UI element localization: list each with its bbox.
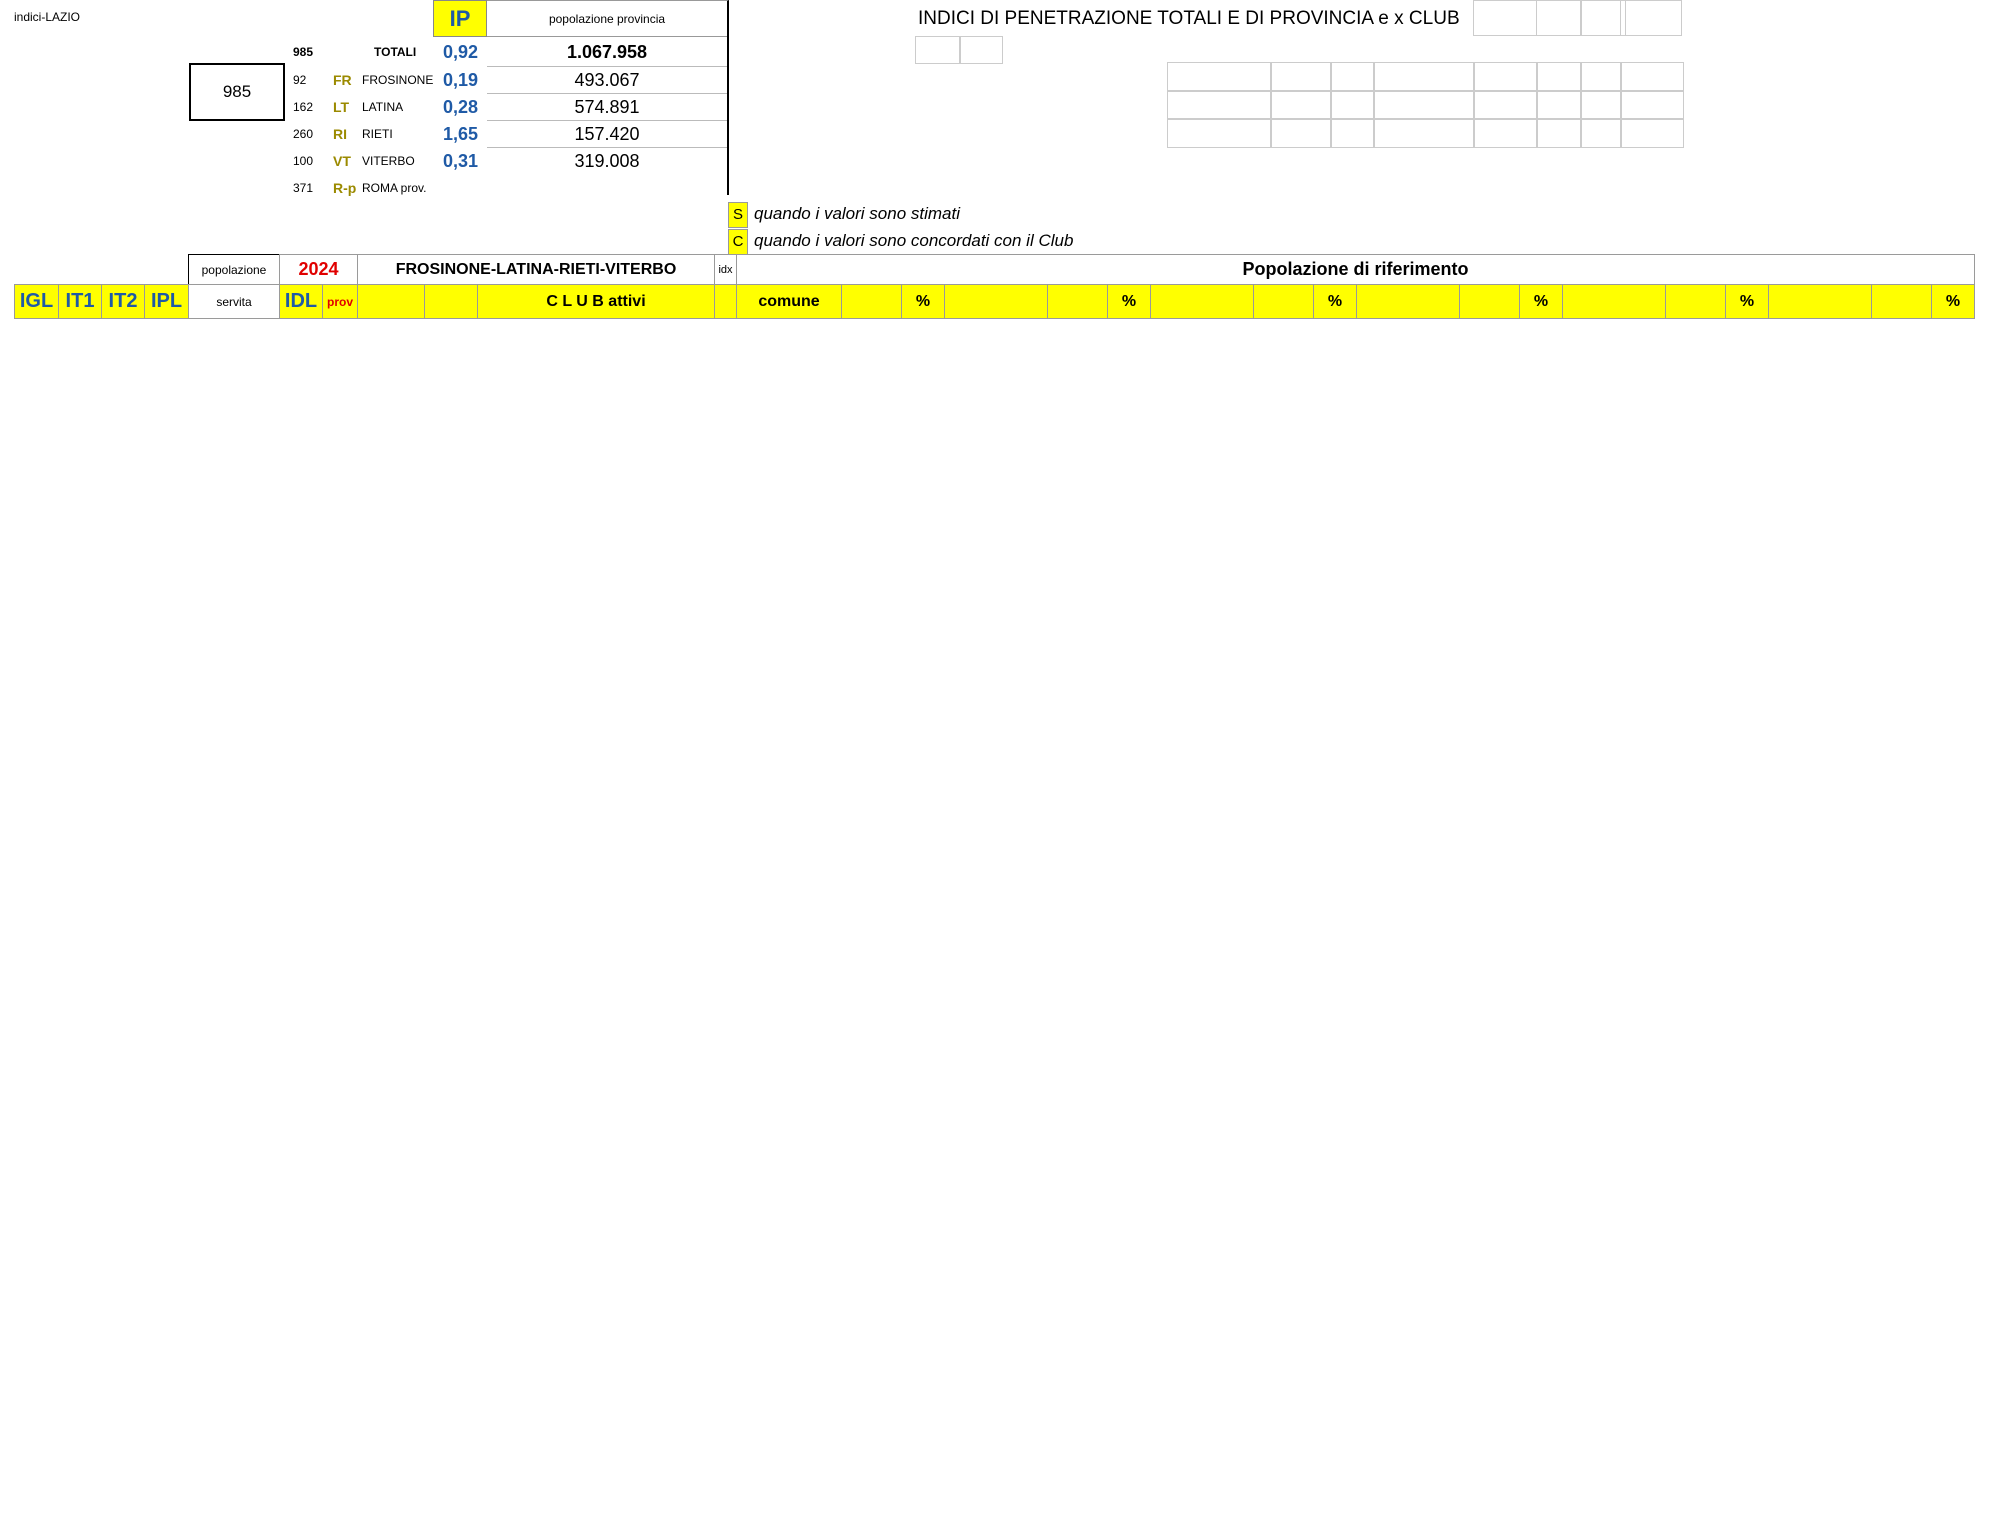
pop-cell-line bbox=[487, 66, 727, 94]
province-population: 1.067.958 bbox=[566, 42, 648, 62]
province-row bbox=[0, 38, 730, 66]
province-name: RIETI bbox=[362, 127, 393, 141]
empty-cell bbox=[1167, 118, 1272, 148]
province-ip: 1,65 bbox=[443, 124, 479, 144]
province-summary bbox=[0, 0, 2000, 200]
empty-cell bbox=[1536, 90, 1582, 120]
empty-cell bbox=[1330, 118, 1375, 148]
empty-cell bbox=[1620, 90, 1684, 120]
legend-text-s: quando i valori sono stimati bbox=[754, 204, 961, 223]
empty-cell bbox=[1620, 62, 1684, 92]
province-code: R-p bbox=[333, 180, 357, 196]
pop-served-header-bottom: servita bbox=[189, 285, 280, 319]
empty-cell bbox=[1167, 62, 1272, 92]
province-ip: 0,31 bbox=[443, 151, 479, 171]
pop-served-header-top: popolazione bbox=[189, 255, 280, 285]
pop-cell-line bbox=[487, 147, 727, 175]
province-name: FROSINONE bbox=[362, 73, 434, 87]
empty-cell bbox=[1373, 118, 1475, 148]
clubs-header: C L U B attivi bbox=[478, 285, 715, 319]
province-count: 985 bbox=[293, 45, 314, 59]
province-ip: 0,19 bbox=[443, 70, 479, 90]
empty-cell bbox=[1270, 90, 1332, 120]
empty-cell bbox=[1620, 0, 1682, 36]
province-row bbox=[0, 120, 730, 148]
empty-cell bbox=[1270, 118, 1332, 148]
empty-cell bbox=[1473, 62, 1538, 92]
province-row bbox=[0, 66, 730, 94]
idl-header: IDL bbox=[280, 285, 323, 319]
it1-header: IT1 bbox=[59, 285, 102, 319]
empty-cell bbox=[1580, 118, 1622, 148]
province-code: FR bbox=[333, 72, 352, 88]
prov-header: prov bbox=[323, 285, 358, 319]
province-ip: 0,92 bbox=[443, 42, 479, 62]
empty-cell bbox=[1473, 0, 1537, 36]
province-count: 100 bbox=[293, 154, 314, 168]
province-code: RI bbox=[333, 126, 347, 142]
it2-header: IT2 bbox=[102, 285, 145, 319]
ip-header: IP bbox=[433, 0, 487, 37]
pop-header: popolazione provincia bbox=[487, 0, 729, 37]
club-table bbox=[14, 254, 1975, 319]
empty-cell bbox=[1473, 118, 1538, 148]
empty-cell bbox=[1536, 0, 1582, 36]
ref-pop-header: Popolazione di riferimento bbox=[737, 255, 1975, 285]
empty-cell bbox=[1270, 62, 1332, 92]
province-name: VITERBO bbox=[362, 154, 415, 168]
pop-cell-line bbox=[487, 120, 727, 148]
province-count: 92 bbox=[293, 73, 307, 87]
empty-cell bbox=[1580, 62, 1622, 92]
pct-header: % bbox=[1314, 285, 1357, 319]
pct-header: % bbox=[1932, 285, 1975, 319]
legend-key-s: S bbox=[728, 202, 748, 228]
legend-text-c: quando i valori sono concordati con il Club bbox=[754, 231, 1074, 250]
pct-header: % bbox=[1520, 285, 1563, 319]
ipl-header: IPL bbox=[145, 285, 189, 319]
province-ip: 0,28 bbox=[443, 97, 479, 117]
empty-cell bbox=[959, 36, 1003, 64]
sheet-title: indici-LAZIO bbox=[14, 10, 81, 24]
igl-header: IGL bbox=[15, 285, 59, 319]
province-row bbox=[0, 174, 730, 202]
province-count: 260 bbox=[293, 127, 314, 141]
province-population: 493.067 bbox=[574, 70, 640, 90]
empty-cell bbox=[1330, 62, 1375, 92]
page-title: INDICI DI PENETRAZIONE TOTALI E DI PROVINCIA e x CLUB bbox=[918, 8, 1460, 29]
empty-cell bbox=[1373, 62, 1475, 92]
province-name: ROMA prov. bbox=[362, 181, 427, 195]
total-count-box: 985 bbox=[189, 63, 285, 121]
province-population: 574.891 bbox=[574, 97, 640, 117]
pct-header: % bbox=[902, 285, 945, 319]
province-name: TOTALI bbox=[374, 45, 417, 59]
province-row bbox=[0, 93, 730, 121]
empty-cell bbox=[1536, 62, 1582, 92]
legend-key-c: C bbox=[728, 229, 748, 255]
province-population: 319.008 bbox=[574, 151, 640, 171]
group-header: FROSINONE-LATINA-RIETI-VITERBO bbox=[358, 255, 715, 285]
empty-cell bbox=[1330, 90, 1375, 120]
province-count: 162 bbox=[293, 100, 314, 114]
empty-cell bbox=[1620, 118, 1684, 148]
empty-cell bbox=[1580, 90, 1622, 120]
empty-cell bbox=[1473, 90, 1538, 120]
year-header: 2024 bbox=[280, 255, 358, 285]
empty-cell bbox=[1373, 90, 1475, 120]
province-code: VT bbox=[333, 153, 351, 169]
empty-cell bbox=[915, 36, 961, 64]
province-name: LATINA bbox=[362, 100, 404, 114]
pct-header: % bbox=[1726, 285, 1769, 319]
province-population: 157.420 bbox=[574, 124, 640, 144]
empty-cell bbox=[1167, 90, 1272, 120]
pct-header: % bbox=[1108, 285, 1151, 319]
province-row bbox=[0, 147, 730, 175]
idx-header: idx bbox=[715, 255, 737, 285]
province-count: 371 bbox=[293, 181, 314, 195]
pop-cell-line bbox=[487, 93, 727, 121]
comune-header: comune bbox=[737, 285, 842, 319]
province-code: LT bbox=[333, 99, 350, 115]
empty-cell bbox=[1536, 118, 1582, 148]
